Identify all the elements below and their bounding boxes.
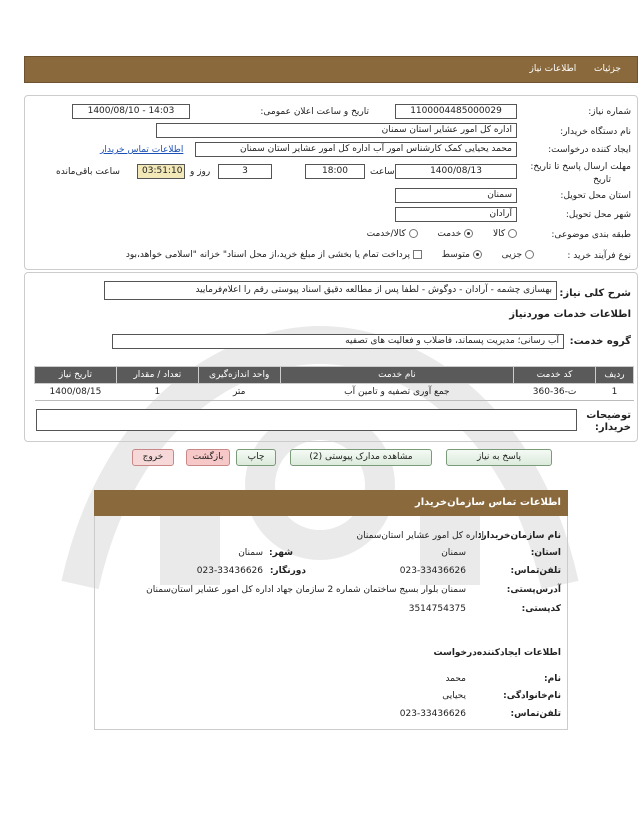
col-quantity: تعداد / مقدار	[116, 367, 198, 384]
contact-address-value: سمنان بلوار بسیج ساختمان شماره 2 سازمان جهاد اداره کل امور عشایر استان‌سمنان	[146, 585, 466, 595]
contact-province-value: سمنان	[441, 548, 466, 558]
contact-buyer-name-label: نام سازمان‌خریدار:	[477, 531, 561, 541]
tab-need-info[interactable]: اطلاعات نیاز	[529, 64, 577, 74]
contact-panel	[94, 490, 568, 730]
need-info-panel	[24, 95, 638, 270]
buyer-notes-label: توضیحات خریدار:	[586, 410, 631, 433]
header-tabs	[529, 64, 621, 74]
province-label: استان محل تحویل:	[560, 191, 631, 201]
creator-phone-value: 023-33436626	[399, 709, 466, 719]
days-label: روز و	[190, 167, 211, 177]
contact-phone-label: تلفن‌تماس:	[510, 566, 561, 576]
cell-due-date: 1400/08/15	[35, 384, 117, 401]
category-label: طبقه بندی موضوعی:	[551, 230, 631, 240]
radio-minor[interactable]	[525, 250, 534, 259]
option-minor: جزیی	[501, 250, 523, 260]
city-field: آرادان	[395, 207, 517, 222]
process-type-options	[126, 250, 534, 260]
cell-quantity: 1	[116, 384, 198, 401]
buyer-contact-link[interactable]: اطلاعات تماس خریدار	[100, 145, 184, 155]
cell-row: 1	[596, 384, 634, 401]
cell-service-code: ت-36-360	[514, 384, 596, 401]
province-field: سمنان	[395, 188, 517, 203]
treasury-payment-checkbox[interactable]	[413, 250, 422, 259]
services-table	[34, 366, 634, 401]
col-due-date: تاریخ نیاز	[35, 367, 117, 384]
contact-province-label: استان:	[530, 548, 561, 558]
service-group-label: گروه خدمت:	[569, 336, 631, 347]
buyer-org-label: نام دستگاه خریدار:	[560, 127, 631, 137]
table-header-row	[35, 367, 634, 384]
process-type-label: نوع فرآیند خرید :	[567, 251, 631, 261]
cell-unit: متر	[198, 384, 280, 401]
contact-postal-label: کدپستی:	[521, 604, 561, 614]
creator-field: محمد یحیایی کمک کارشناس امور آب اداره کل امور عشایر استان سمنان	[195, 142, 517, 157]
need-number-label: شماره نیاز:	[588, 107, 631, 117]
deadline-date-field: 1400/08/13	[395, 164, 517, 179]
attachments-button[interactable]: مشاهده مدارک پیوستی (2)	[290, 449, 432, 466]
summary-label: شرح کلی نیاز:	[559, 288, 631, 299]
reply-button[interactable]: پاسخ به نیاز	[446, 449, 552, 466]
creator-first-name-value: محمد	[445, 674, 466, 684]
category-options	[367, 229, 517, 239]
radio-medium[interactable]	[473, 250, 482, 259]
radio-service[interactable]	[464, 229, 473, 238]
option-medium: متوسط	[441, 250, 470, 260]
col-row: ردیف	[596, 367, 634, 384]
deadline-time-label: ساعت	[370, 167, 395, 177]
service-group-field: آب رسانی؛ مدیریت پسماند، فاضلاب و فعالیت های تصفیه	[112, 334, 564, 349]
table-row	[35, 384, 634, 401]
contact-fax-value: 023-33436626	[196, 566, 263, 576]
radio-goods[interactable]	[508, 229, 517, 238]
cell-service-name: جمع آوری تصفیه و تامین آب	[280, 384, 513, 401]
remaining-label: ساعت باقی‌مانده	[56, 167, 120, 177]
option-goods: کالا	[492, 229, 506, 239]
exit-button[interactable]: خروج	[132, 449, 174, 466]
buyer-notes-field	[36, 409, 577, 431]
days-field: 3	[218, 164, 272, 179]
radio-goods-service[interactable]	[409, 229, 418, 238]
services-section-title: اطلاعات خدمات موردنیاز	[509, 309, 631, 320]
remaining-time-field: 03:51:10	[137, 164, 185, 179]
need-number-field: 1100004485000029	[395, 104, 517, 119]
deadline-label: مهلت ارسال پاسخ تا تاریخ:	[530, 162, 631, 172]
option-service: خدمت	[437, 229, 462, 239]
creator-first-name-label: نام:	[544, 674, 561, 684]
creator-phone-label: تلفن‌تماس:	[510, 709, 561, 719]
creator-last-name-label: نام‌خانوادگی:	[503, 691, 561, 701]
creator-section-title: اطلاعات ایجادکننده‌درخواست	[433, 648, 561, 658]
deadline-time-field: 18:00	[305, 164, 365, 179]
contact-buyer-name-value: اداره کل امور عشایر استان‌سمنان	[356, 531, 484, 541]
announce-date-label: تاریخ و ساعت اعلان عمومی:	[260, 107, 369, 117]
creator-label: ایجاد کننده درخواست:	[548, 145, 631, 155]
contact-fax-label: دورنگار:	[269, 566, 306, 576]
city-label: شهر محل تحویل:	[565, 210, 631, 220]
contact-phone-value: 023-33436626	[399, 566, 466, 576]
col-service-name: نام خدمت	[280, 367, 513, 384]
contact-city-label: شهر:	[269, 548, 293, 558]
contact-city-value: سمنان	[238, 548, 263, 558]
payment-note: پرداخت تمام یا بخشی از مبلغ خرید،از محل اسناد" خزانه "اسلامی خواهد،بود	[125, 250, 411, 260]
print-button[interactable]: چاپ	[236, 449, 276, 466]
back-button[interactable]: بازگشت	[186, 449, 230, 466]
col-service-code: کد خدمت	[514, 367, 596, 384]
buyer-org-field: اداره کل امور عشایر استان سمنان	[156, 123, 517, 138]
summary-field: بهسازی چشمه - آرادان - دوگوش - لطفا پس از مطالعه دقیق اسناد پیوستی رقم را اعلام‌فرمایید	[104, 281, 557, 300]
creator-last-name-value: یحیایی	[442, 691, 466, 701]
option-goods-service: کالا/خدمت	[366, 229, 406, 239]
contact-postal-value: 3514754375	[408, 604, 466, 614]
deadline-label-2: تاریخ	[593, 175, 611, 185]
announce-date-field: 1400/08/10 - 14:03	[72, 104, 190, 119]
col-unit: واحد اندازه‌گیری	[198, 367, 280, 384]
contact-title: اطلاعات تماس سازمان‌خریدار	[414, 497, 561, 508]
tab-details[interactable]: جزئیات	[594, 64, 621, 74]
contact-address-label: آدرس‌پستی:	[506, 585, 561, 595]
